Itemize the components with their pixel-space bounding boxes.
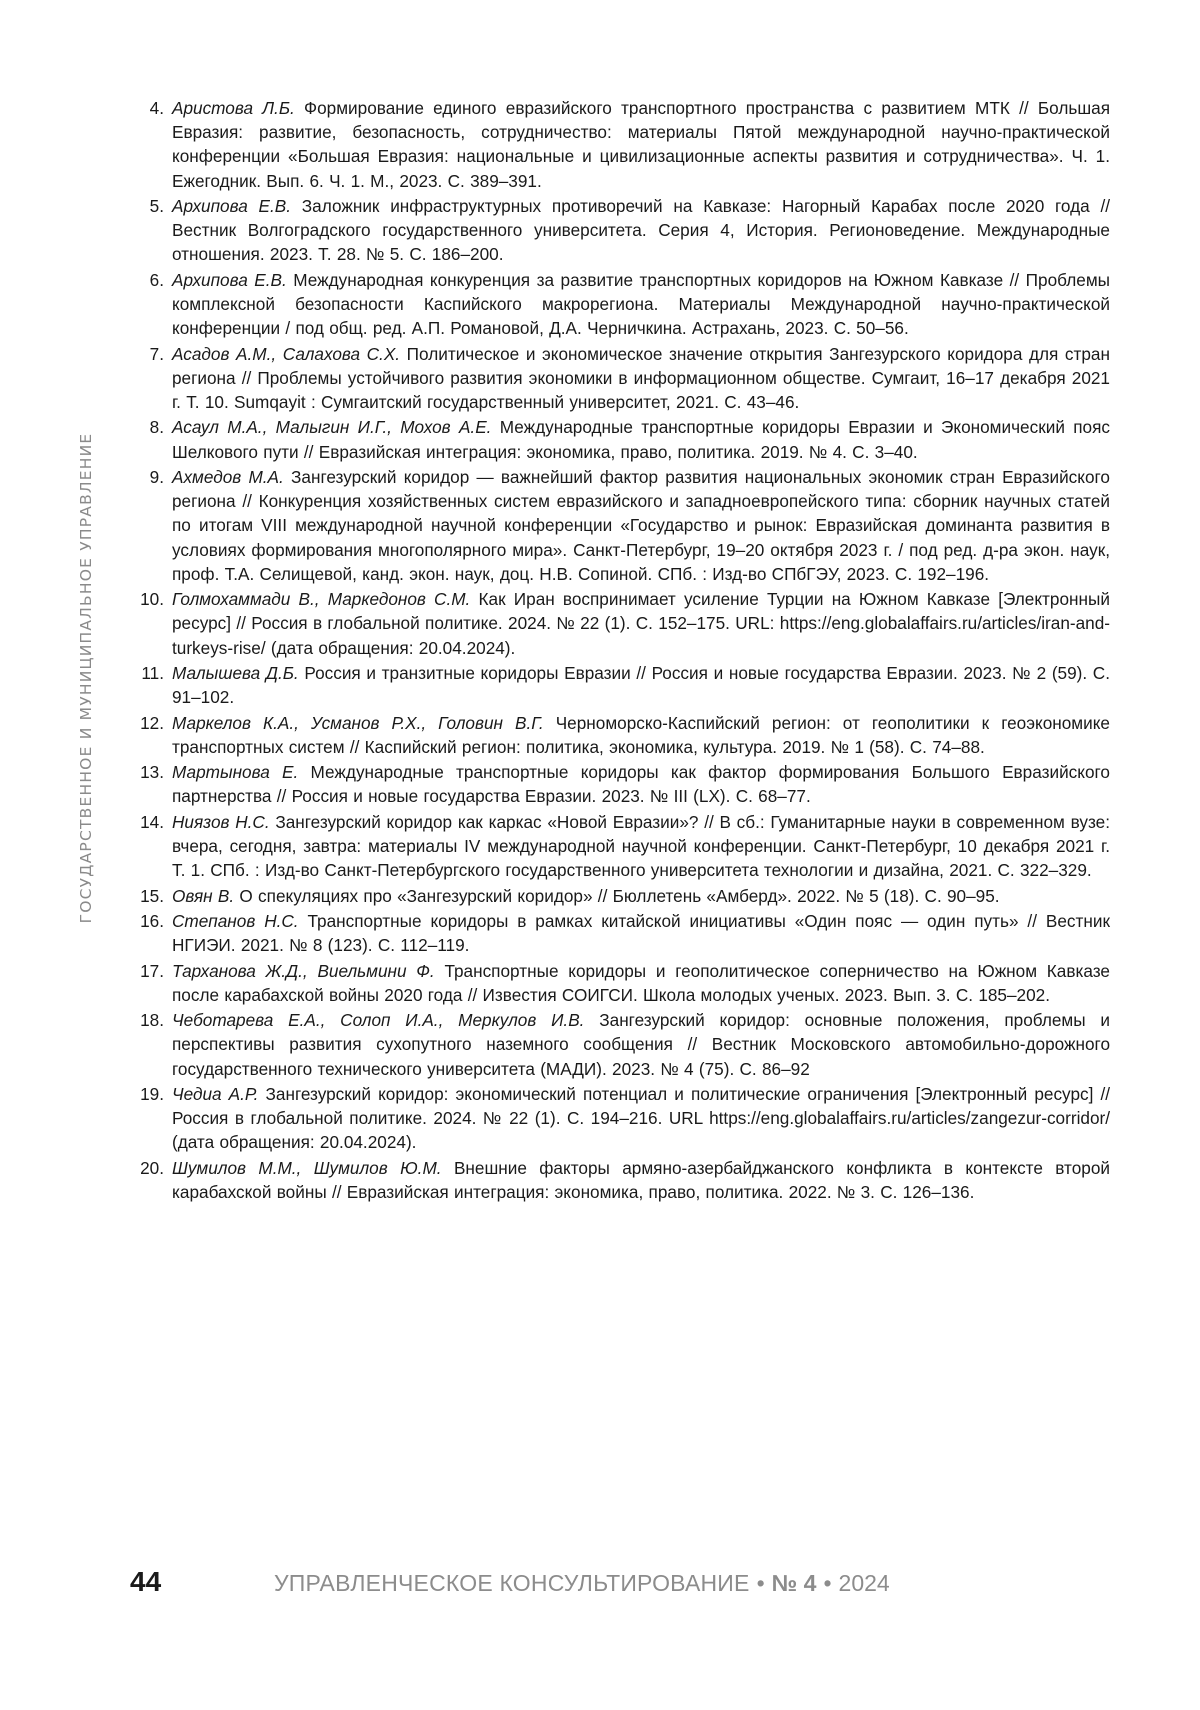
reference-author: Овян В. [172,885,235,906]
reference-description: Зангезурский коридор: экономический потенциал и политические ограничения [Электронный ресурс] // Россия в глобальной политике. 2024. № 22 (1). С. 194–216. URL https://eng.globalaffairs.ru/articles/zangezur-corridor/ (дата обращения: 20.04.2024). [172,1083,1110,1153]
reference-text [172,661,1110,709]
reference-author: Чеботарева Е.А., Солоп И.А., Меркулов И.В. [172,1010,585,1031]
reference-text [172,415,1110,463]
reference-description: Россия и транзитные коридоры Евразии // Россия и новые государства Евразии. 2023. № 2 (59). С. 91–102. [172,662,1110,708]
issue-year: 2024 [838,1570,890,1596]
reference-description: О спекуляциях про «Зангезурский коридор» // Бюллетень «Амберд». 2022. № 5 (18). С. 90–95. [234,885,1000,906]
separator-dot: • [823,1570,832,1596]
reference-item [124,810,1110,883]
reference-description: Зангезурский коридор как каркас «Новой Евразии»? // В сб.: Гуманитарные науки в современном вузе: вчера, сегодня, завтра: материалы IV международной научной конференции. Санкт-Петербург, 10 декабря 2021 г. Т. 1. СПб. : Изд-во Санкт-Петербургского государственного университета технологии и дизайна, 2021. С. 322–329. [172,811,1110,881]
reference-text [172,587,1110,660]
reference-text [172,1008,1110,1081]
reference-author: Архипова Е.В. [172,196,292,216]
reference-author: Шумилов М.М., Шумилов Ю.М. [172,1157,442,1178]
reference-description: Политическое и экономическое значение открытия Зангезурского коридора для стран региона // Проблемы устойчивого развития экономики в информационном обществе. Сумгаит, 16–17 декабря 2021 г. Т. 10. Sumqayit : Сумгаитский государственный университет, 2021. С. 43–46. [172,343,1110,412]
reference-author: Степанов Н.С. [172,910,299,931]
reference-item [124,96,1110,193]
reference-item [124,909,1110,957]
section-rubric: ГОСУДАРСТВЕННОЕ И МУНИЦИПАЛЬНОЕ УПРАВЛЕНИЕ [77,432,95,924]
reference-author: Аристова Л.Б. [172,98,295,118]
reference-text [172,711,1110,759]
reference-author: Мартынова Е. [172,762,299,783]
reference-author: Маркелов К.А., Усманов Р.Х., Головин В.Г. [172,712,544,733]
issue-number: № 4 [771,1570,817,1596]
reference-item [124,1082,1110,1155]
reference-description: Черноморско-Каспийский регион: от геополитики к геоэкономике транспортных систем // Каспийский регион: политика, экономика, культура. 2019. № 1 (58). С. 74–88. [172,712,1110,757]
reference-text [172,810,1110,883]
reference-text [172,1156,1110,1204]
reference-author: Ниязов Н.С. [172,811,270,832]
page-footer [130,1566,1030,1598]
reference-number: 15. [140,885,164,906]
reference-text [172,342,1110,415]
reference-number: 9. [149,466,164,487]
reference-author: Асаул М.А., Малыгин И.Г., Мохов А.Е. [172,417,492,438]
reference-number: 11. [141,662,164,683]
reference-number: 19. [140,1083,164,1104]
reference-author: Голмохаммади В., Маркедонов С.М. [172,589,471,610]
reference-author: Архипова Е.В. [172,269,287,290]
reference-list [124,96,1110,1205]
page-number: 44 [130,1566,162,1597]
reference-description: Заложник инфраструктурных противоречий на Кавказе: Нагорный Карабах после 2020 года // Вестник Волгоградского государственного университета. Серия 4, История. Регионоведение. Международные отношения. 2023. Т. 28. № 5. С. 186–200. [172,196,1111,265]
reference-number: 7. [149,343,164,364]
reference-number: 14. [140,811,164,832]
reference-item [124,1156,1110,1204]
reference-item [124,1008,1110,1081]
reference-author: Ахмедов М.А. [172,466,284,487]
reference-description: Внешние факторы армяно-азербайджанского конфликта в контексте второй карабахской войны // Евразийская интеграция: экономика, право, политика. 2022. № 3. С. 126–136. [172,1157,1111,1202]
reference-number: 17. [140,960,164,981]
reference-author: Чедиа А.Р. [172,1083,259,1104]
reference-description: Зангезурский коридор — важнейший фактор развития национальных экономик стран Евразийского региона // Конкуренция хозяйственных систем евразийского и западноевропейского типа: сборник научных статей по итогам VIII международной научной конференции «Государство и рынок: Евразийская доминанта развития в условиях формирования многополярного мира». Санкт-Петербург, 19–20 октября 2023 г. / под ред. д-ра экон. наук, проф. Т.А. Селищевой, канд. экон. наук, доц. Н.В. Сопиной. СПб. : Изд-во СПбГЭУ, 2023. С. 192–196. [172,466,1110,584]
reference-author: Малышева Д.Б. [172,662,299,683]
reference-author: Асадов А.М., Салахова С.Х. [172,343,401,364]
reference-text [172,760,1110,808]
reference-item [124,959,1110,1007]
reference-description: Транспортные коридоры и геополитическое соперничество на Южном Кавказе после карабахской войны 2020 года // Известия СОИГСИ. Школа молодых ученых. 2023. Вып. 3. С. 185–202. [172,960,1110,1005]
reference-number: 20. [140,1157,164,1178]
reference-item [124,194,1110,267]
reference-author: Тарханова Ж.Д., Виельмини Ф. [172,960,435,981]
reference-description: Формирование единого евразийского транспортного пространства с развитием МТК // Большая Евразия: развитие, безопасность, сотрудничество: материалы Пятой международной научно-практической конференции «Большая Евразия: национальные и цивилизационные аспекты развития и сотрудничества». Ч. 1. Ежегодник. Вып. 6. Ч. 1. М., 2023. С. 389–391. [172,98,1110,191]
reference-item [124,884,1110,908]
reference-number: 16. [140,910,164,931]
reference-item [124,342,1110,415]
reference-number: 5. [149,196,164,216]
journal-name: УПРАВЛЕНЧЕСКОЕ КОНСУЛЬТИРОВАНИЕ [274,1570,750,1596]
reference-item [124,465,1110,586]
reference-description: Международные транспортные коридоры как фактор формирования Большого Евразийского партнерства // Россия и новые государства Евразии. 2023. № III (LX). С. 68–77. [172,762,1110,807]
reference-description: Транспортные коридоры в рамках китайской инициативы «Один пояс — один путь» // Вестник НГИЭИ. 2021. № 8 (123). С. 112–119. [172,910,1110,956]
reference-text [172,268,1110,341]
reference-text [172,884,1110,908]
reference-description: Как Иран воспринимает усиление Турции на Южном Кавказе [Электронный ресурс] // Россия в глобальной политике. 2024. № 22 (1). С. 152–175. URL: https://eng.globalaffairs.ru/articles/iran-and-turkeys-rise/ (дата обращения: 20.04.2024). [172,589,1110,658]
reference-description: Международные транспортные коридоры Евразии и Экономический пояс Шелкового пути // Евразийская интеграция: экономика, право, политика. 2019. № 4. С. 3–40. [172,417,1110,462]
reference-item [124,587,1110,660]
reference-item [124,415,1110,463]
reference-number: 4. [149,98,164,118]
reference-number: 12. [140,712,164,733]
reference-number: 18. [140,1010,164,1031]
reference-item [124,760,1110,808]
reference-text [172,96,1110,193]
reference-text [172,959,1110,1007]
reference-item [124,268,1110,341]
reference-description: Международная конкуренция за развитие транспортных коридоров на Южном Кавказе // Проблемы комплексной безопасности Каспийского макрорегиона. Материалы Международной научно-практической конференции / под общ. ред. А.П. Романовой, Д.А. Черничкина. Астрахань, 2023. С. 50–56. [172,269,1110,339]
reference-item [124,661,1110,709]
reference-number: 6. [149,269,164,290]
reference-number: 10. [140,589,164,610]
reference-text [172,909,1110,957]
separator-dot: • [756,1570,765,1596]
reference-text [172,1082,1110,1155]
reference-text [172,194,1110,267]
reference-item [124,711,1110,759]
reference-number: 8. [149,417,164,438]
reference-number: 13. [140,762,164,783]
reference-text [172,465,1110,586]
reference-description: Зангезурский коридор: основные положения, проблемы и перспективы развития сухопутного наземного сообщения // Вестник Московского автомобильно-дорожного государственного технического университета (МАДИ). 2023. № 4 (75). С. 86–92 [172,1010,1110,1079]
